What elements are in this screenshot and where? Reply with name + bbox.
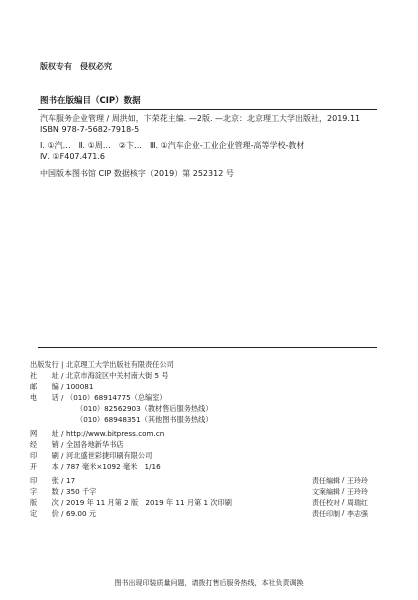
publication-value: 2019 年 11 月第 2 版 2019 年 11 月第 1 次印刷 [66,498,232,507]
publication-label: 邮 编 [30,382,59,391]
publication-separator: / [61,371,64,380]
editor-row [312,498,378,508]
cip-line-isbn: ISBN 978-7-5682-7918-5 [40,125,140,134]
publication-separator: / [61,498,64,507]
publication-label: 经 销 [30,440,59,449]
publication-value: 河北盛世彩捷印刷有限公司 [66,451,153,460]
editor-row [312,509,378,519]
editor-row [312,476,378,486]
editor-separator: / [342,509,345,517]
editor-name: 王玲玲 [347,477,368,485]
publication-label: 版 次 [30,498,59,507]
publication-divider [38,347,377,348]
cip-title: 图书在版编目（CIP）数据 [40,96,141,106]
editor-row [312,487,378,497]
publication-label: 社 址 [30,371,59,380]
publication-value: 17 [66,476,76,485]
publication-label: 电 话 [30,393,59,402]
publication-value: 北京市海淀区中关村南大街 5 号 [66,371,169,380]
publication-value: （010）68948351（其他图书服务热线） [76,415,213,424]
editor-name: 李志强 [347,510,368,518]
publication-value: 350 千字 [66,487,97,496]
cip-line-subjects: Ⅰ. ①汽… Ⅱ. ①周… ②卞… Ⅲ. ①汽车企业-工业企业管理-高等学校-教材 [40,141,305,150]
publication-label: 出版发行 [30,360,59,369]
publication-label: 开 本 [30,462,59,471]
editor-role: 责任校对 [312,499,340,507]
quality-notice: 图书出现印装质量问题，请拨打售后服务热线，本社负责调换 [114,579,304,587]
editor-role: 文案编辑 [312,488,340,496]
publication-value: 787 毫米×1092 毫米 1/16 [66,462,161,471]
publication-separator: / [61,382,64,391]
publication-separator: / [61,393,64,402]
editor-name: 王玲玲 [347,488,368,496]
publication-label: 字 数 [30,487,59,496]
editor-role: 责任编辑 [312,477,340,485]
publication-value: http://www.bitpress.com.cn [66,429,165,438]
editor-separator: / [342,498,345,506]
publication-label: 印 张 [30,476,59,485]
editor-role: 责任印制 [312,510,340,518]
publication-value: （010）68914775（总编室） [66,393,167,402]
publication-value: （010）82562903（教材售后服务热线） [76,404,213,413]
publication-separator: / [61,487,64,496]
editor-separator: / [342,487,345,495]
publication-value: 100081 [66,382,94,391]
cip-line-record-number: 中国版本图书馆 CIP 数据核字（2019）第 252312 号 [40,169,234,178]
publication-separator: / [61,451,64,460]
cip-divider [38,109,377,110]
publication-label: 定 价 [30,509,59,518]
publication-value: 北京理工大学出版社有限责任公司 [66,360,174,369]
publication-separator: / [61,476,64,485]
publication-value: 69.00 元 [66,509,97,518]
editor-name: 周瑞红 [347,499,368,507]
cip-line-classification: Ⅳ. ①F407.471.6 [40,152,105,161]
cip-line-title-author: 汽车服务企业管理 / 周洪如，卞荣花主编. —2版. —北京：北京理工大学出版社，2019.11 [40,114,361,123]
publication-label: 网 址 [30,429,59,438]
publication-label: 印 刷 [30,451,59,460]
publication-separator: | [61,360,64,369]
publication-separator: / [61,462,64,471]
publication-value: 全国各地新华书店 [66,440,124,449]
editor-separator: / [342,476,345,484]
publication-separator: / [61,429,64,438]
publication-separator: / [61,509,64,518]
publication-separator: / [61,440,64,449]
copyright-notice: 版权专有 侵权必究 [40,62,112,71]
